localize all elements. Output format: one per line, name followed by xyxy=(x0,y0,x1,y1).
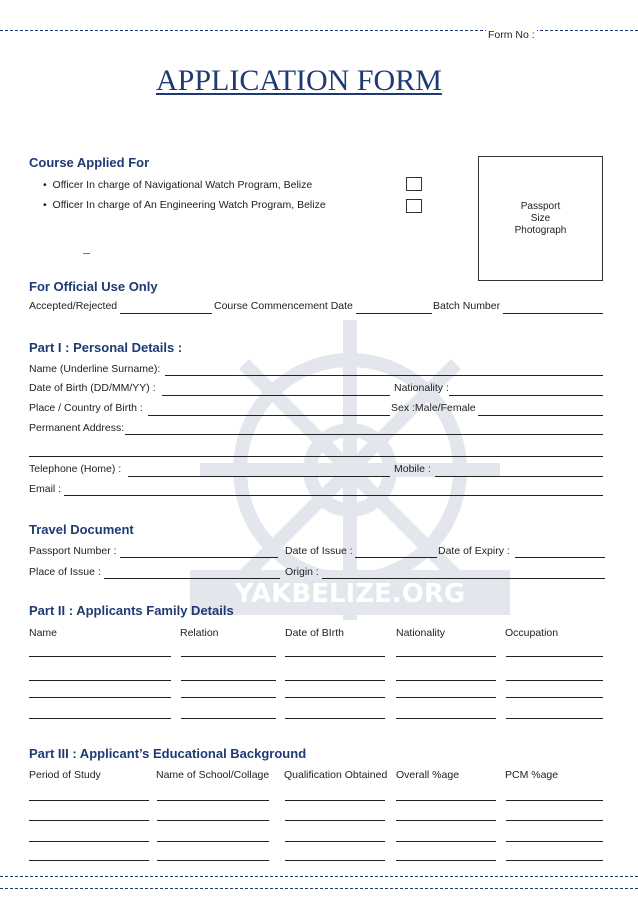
education-row2-col4-line[interactable] xyxy=(396,820,496,821)
page-title: APPLICATION FORM xyxy=(156,64,442,97)
photo-label-line3: Photograph xyxy=(514,225,567,236)
birthplace-label: Place / Country of Birth : xyxy=(29,402,143,414)
education-row1-col5-line[interactable] xyxy=(506,800,603,801)
education-row4-col1-line[interactable] xyxy=(29,860,149,861)
family-row1-col5-line[interactable] xyxy=(506,656,603,657)
family-row2-col1-line[interactable] xyxy=(29,680,171,681)
dob-line[interactable] xyxy=(162,395,390,396)
family-row3-col1-line[interactable] xyxy=(29,697,171,698)
small-dash xyxy=(83,253,90,254)
family-row2-col2-line[interactable] xyxy=(181,680,276,681)
family-row4-col1-line[interactable] xyxy=(29,718,171,719)
course-option-label: Officer In charge of An Engineering Watch Program, Belize xyxy=(52,199,326,211)
family-col-nationality: Nationality xyxy=(396,627,446,639)
family-row3-col3-line[interactable] xyxy=(285,697,385,698)
education-row4-col4-line[interactable] xyxy=(396,860,496,861)
education-row3-col3-line[interactable] xyxy=(285,841,385,842)
edu-col-qualification: Qualification Obtained xyxy=(284,769,388,781)
family-row1-col2-line[interactable] xyxy=(181,656,276,657)
commencement-line[interactable] xyxy=(356,313,432,314)
batch-label: Batch Number xyxy=(433,300,501,312)
education-row2-col5-line[interactable] xyxy=(506,820,603,821)
education-row1-col4-line[interactable] xyxy=(396,800,496,801)
family-row3-col2-line[interactable] xyxy=(181,697,276,698)
family-row2-col3-line[interactable] xyxy=(285,680,385,681)
education-row4-col3-line[interactable] xyxy=(285,860,385,861)
accepted-rejected-line[interactable] xyxy=(120,313,212,314)
email-line[interactable] xyxy=(64,495,603,496)
education-row1-col3-line[interactable] xyxy=(285,800,385,801)
bullet-icon: • xyxy=(43,179,47,191)
dob-label: Date of Birth (DD/MM/YY) : xyxy=(29,382,156,394)
engineering-checkbox[interactable] xyxy=(406,199,422,213)
education-row4-col5-line[interactable] xyxy=(506,860,603,861)
education-row3-col4-line[interactable] xyxy=(396,841,496,842)
edu-col-period: Period of Study xyxy=(29,769,101,781)
family-row1-col4-line[interactable] xyxy=(396,656,496,657)
education-row4-col2-line[interactable] xyxy=(157,860,269,861)
birthplace-line[interactable] xyxy=(148,415,390,416)
education-row2-col3-line[interactable] xyxy=(285,820,385,821)
family-row4-col4-line[interactable] xyxy=(396,718,496,719)
family-row2-col4-line[interactable] xyxy=(396,680,496,681)
batch-line[interactable] xyxy=(503,313,603,314)
course-heading: Course Applied For xyxy=(29,155,150,170)
part3-heading: Part III : Applicant’s Educational Background xyxy=(29,746,307,761)
course-option-engineering xyxy=(43,199,326,211)
family-row4-col2-line[interactable] xyxy=(181,718,276,719)
sex-line[interactable] xyxy=(478,415,603,416)
travel-heading: Travel Document xyxy=(29,522,134,537)
mobile-label: Mobile : xyxy=(394,463,431,475)
nationality-line[interactable] xyxy=(449,395,603,396)
ship-wheel-watermark-icon xyxy=(160,300,540,680)
expiry-date-label: Date of Expiry : xyxy=(438,545,510,557)
family-row4-col5-line[interactable] xyxy=(506,718,603,719)
family-col-name: Name xyxy=(29,627,58,639)
passport-number-label: Passport Number : xyxy=(29,545,117,557)
issue-date-line[interactable] xyxy=(355,557,437,558)
education-row1-col2-line[interactable] xyxy=(157,800,269,801)
photo-label-line1: Passport xyxy=(520,201,561,212)
education-row3-col2-line[interactable] xyxy=(157,841,269,842)
edu-col-overall: Overall %age xyxy=(396,769,460,781)
email-label: Email : xyxy=(29,483,62,495)
origin-line[interactable] xyxy=(322,578,605,579)
address-line-2[interactable] xyxy=(29,456,603,457)
official-heading: For Official Use Only xyxy=(29,279,158,294)
nationality-label: Nationality : xyxy=(394,382,449,394)
issue-place-line[interactable] xyxy=(104,578,280,579)
watermark-text: YAKBELIZE.ORG xyxy=(234,579,466,609)
telephone-line[interactable] xyxy=(128,476,390,477)
bottom-border-dashed-2 xyxy=(0,888,638,889)
passport-number-line[interactable] xyxy=(120,557,278,558)
commencement-label: Course Commencement Date xyxy=(214,300,353,312)
telephone-label: Telephone (Home) : xyxy=(29,463,122,475)
sex-label: Sex :Male/Female xyxy=(391,402,476,414)
edu-col-pcm: PCM %age xyxy=(505,769,559,781)
family-row2-col5-line[interactable] xyxy=(506,680,603,681)
name-label: Name (Underline Surname): xyxy=(29,363,161,375)
family-row1-col3-line[interactable] xyxy=(285,656,385,657)
education-row3-col1-line[interactable] xyxy=(29,841,149,842)
address-line-1[interactable] xyxy=(125,434,603,435)
course-option-navigational xyxy=(43,179,312,191)
family-row3-col5-line[interactable] xyxy=(506,697,603,698)
passport-photo-box[interactable] xyxy=(478,156,603,281)
accepted-rejected-label: Accepted/Rejected xyxy=(29,300,118,312)
form-number-label: Form No : xyxy=(488,29,535,41)
photo-label-line2: Size xyxy=(530,213,551,224)
part2-heading: Part II : Applicants Family Details xyxy=(29,603,234,618)
family-col-dob: Date of BIrth xyxy=(285,627,344,639)
address-label: Permanent Address: xyxy=(29,422,125,434)
education-row1-col1-line[interactable] xyxy=(29,800,149,801)
family-col-occupation: Occupation xyxy=(505,627,559,639)
issue-place-label: Place of Issue : xyxy=(29,566,101,578)
education-row2-col2-line[interactable] xyxy=(157,820,269,821)
mobile-line[interactable] xyxy=(435,476,603,477)
course-option-label: Officer In charge of Navigational Watch Program, Belize xyxy=(52,179,313,191)
family-col-relation: Relation xyxy=(180,627,219,639)
education-row3-col5-line[interactable] xyxy=(506,841,603,842)
top-border-dashed xyxy=(0,30,638,31)
family-row3-col4-line[interactable] xyxy=(396,697,496,698)
edu-col-school: Name of School/Collage xyxy=(156,769,270,781)
bottom-border-dashed-1 xyxy=(0,876,638,877)
part1-heading: Part I : Personal Details : xyxy=(29,340,183,355)
issue-date-label: Date of Issue : xyxy=(285,545,353,557)
bullet-icon: • xyxy=(43,199,47,211)
expiry-date-line[interactable] xyxy=(515,557,605,558)
family-row4-col3-line[interactable] xyxy=(285,718,385,719)
education-row2-col1-line[interactable] xyxy=(29,820,149,821)
navigational-checkbox[interactable] xyxy=(406,177,422,191)
name-line[interactable] xyxy=(165,375,603,376)
family-row1-col1-line[interactable] xyxy=(29,656,171,657)
origin-label: Origin : xyxy=(285,566,319,578)
